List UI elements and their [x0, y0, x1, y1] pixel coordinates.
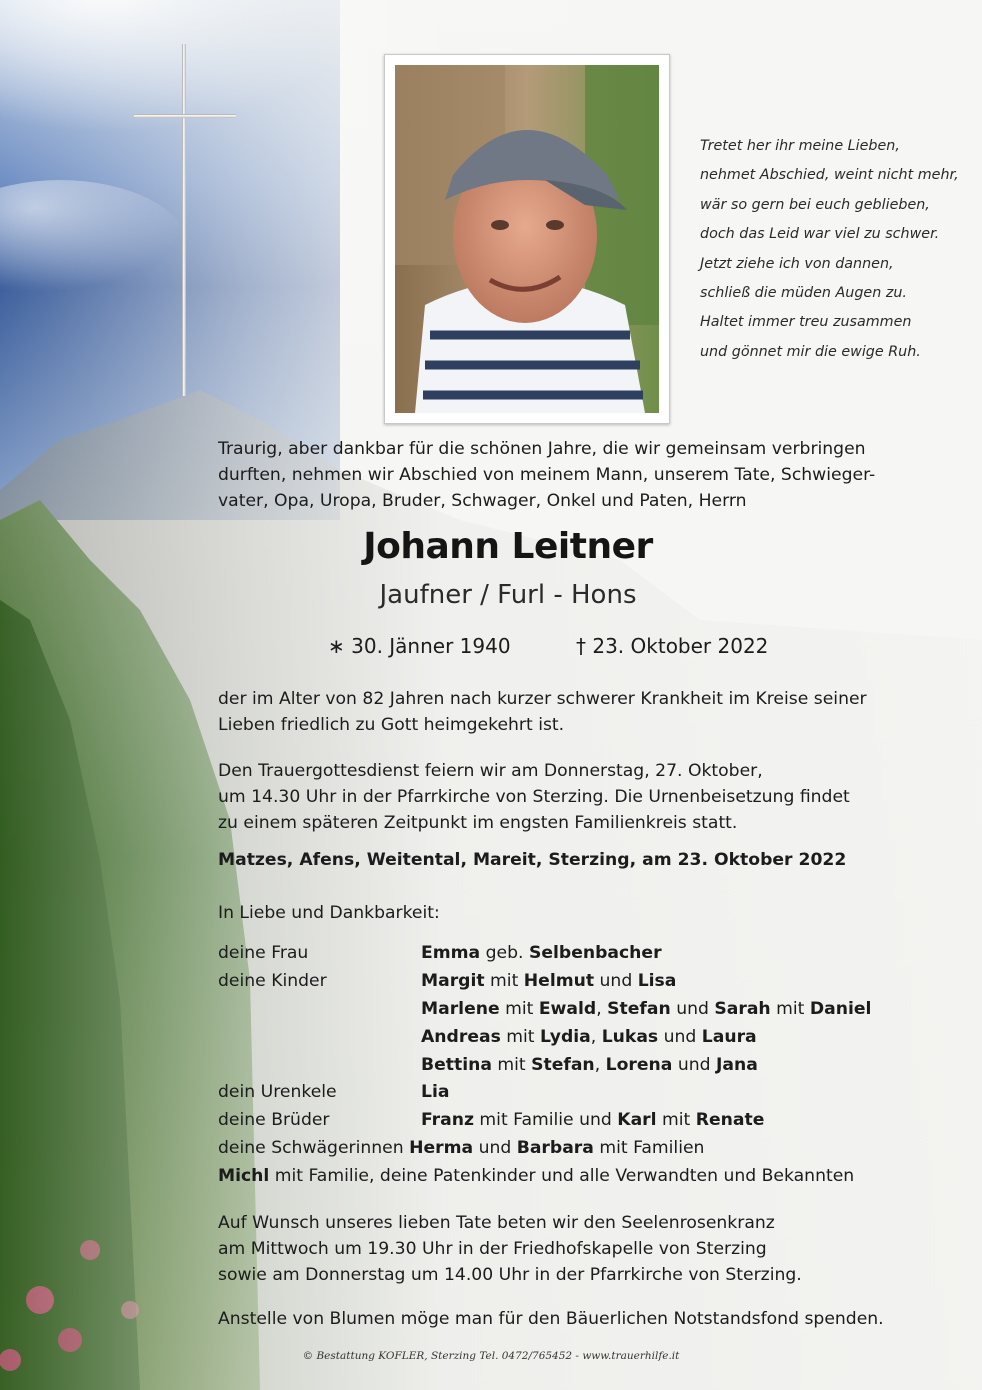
family-row — [218, 1052, 938, 1080]
family-row — [218, 968, 938, 996]
poem-line: und gönnet mir die ewige Ruh. — [700, 343, 921, 360]
passing-line: der im Alter von 82 Jahren nach kurzer schwerer Krankheit im Kreise seiner — [218, 689, 867, 709]
poem-line: schließ die müden Augen zu. — [700, 285, 907, 302]
family-member-name: Jana — [715, 1054, 758, 1075]
family-text: und — [658, 1026, 702, 1047]
poem-line: wär so gern bei euch geblieben, — [700, 196, 930, 213]
family-member-name: Franz — [421, 1110, 474, 1131]
intro-text — [218, 436, 938, 514]
family-member-name: Bettina — [421, 1054, 492, 1075]
family-member-name: Renate — [695, 1110, 765, 1131]
passing-text — [218, 686, 938, 738]
family-relation: dein Urenkele — [218, 1082, 337, 1103]
family-members — [421, 1079, 449, 1107]
rosary-line: am Mittwoch um 19.30 Uhr in der Friedhofskapelle von Sterzing — [218, 1239, 767, 1259]
family-member-name: Margit — [421, 970, 485, 991]
family-text: mit Familie, deine Patenkinder und alle Verwandten und Bekannten — [269, 1166, 855, 1187]
service-line: zu einem späteren Zeitpunkt im engsten Familienkreis statt. — [218, 813, 738, 833]
family-text: mit — [484, 970, 524, 991]
family-member-name: Karl — [617, 1110, 657, 1131]
poem-line: Tretet her ihr meine Lieben, — [700, 138, 900, 154]
family-text: mit Familien — [593, 1138, 705, 1159]
family-text: , — [590, 1026, 602, 1047]
family-list — [218, 940, 938, 1191]
family-text: , — [594, 1054, 606, 1075]
deceased-name: Johann Leitner — [363, 526, 653, 567]
family-relation: deine Brüder — [218, 1110, 330, 1131]
family-member-name: Lorena — [605, 1054, 673, 1075]
family-member-name: Selbenbacher — [528, 943, 662, 963]
passing-line: Lieben friedlich zu Gott heimgekehrt ist. — [218, 715, 565, 735]
family-relation: deine Frau — [218, 943, 309, 963]
family-members — [421, 1052, 758, 1080]
family-member-name: Lia — [421, 1082, 450, 1103]
birth-date: ∗ 30. Jänner 1940 — [328, 634, 511, 658]
family-text: geb. — [480, 943, 529, 963]
family-text: mit Familie und — [473, 1110, 618, 1131]
intro-line: Traurig, aber dankbar für die schönen Jahre, die wir gemeinsam verbringen — [218, 439, 866, 459]
poem-line: Jetzt ziehe ich von dannen, — [700, 255, 894, 272]
family-text: mit — [656, 1110, 696, 1131]
family-member-name: Marlene — [421, 998, 500, 1019]
family-text: und — [672, 1054, 716, 1075]
family-row — [218, 1079, 938, 1107]
family-members — [421, 940, 662, 968]
rosary-line: sowie am Donnerstag um 14.00 Uhr in der Pfarrkirche von Sterzing. — [218, 1265, 802, 1285]
portrait-photo-frame — [384, 54, 670, 424]
service-line: um 14.30 Uhr in der Pfarrkirche von Sterzing. Die Urnenbeisetzung findet — [218, 787, 850, 807]
family-members — [421, 968, 676, 996]
family-text: , — [596, 998, 608, 1019]
portrait-photo — [395, 65, 659, 413]
deceased-nickname: Jaufner / Furl - Hons — [379, 580, 637, 610]
service-text — [218, 758, 938, 836]
family-line — [218, 1135, 704, 1163]
family-text: mit — [499, 998, 539, 1019]
family-row — [218, 940, 938, 968]
family-relation: deine Kinder — [218, 970, 327, 991]
family-text: und — [670, 998, 715, 1019]
poem-line: nehmet Abschied, weint nicht mehr, — [700, 167, 959, 184]
poem-line: doch das Leid war viel zu schwer. — [700, 226, 940, 243]
family-member-name: Barbara — [516, 1138, 594, 1159]
death-date: † 23. Oktober 2022 — [576, 634, 769, 658]
family-member-name: Lisa — [637, 970, 677, 991]
donation-text: Anstelle von Blumen möge man für den Bäuerlichen Notstandsfond spenden. — [218, 1309, 884, 1329]
family-member-name: Stefan — [531, 1054, 595, 1075]
place-date: Matzes, Afens, Weitental, Mareit, Sterzing, am 23. Oktober 2022 — [218, 850, 847, 870]
footer-credit: © Bestattung KOFLER, Sterzing Tel. 0472/765452 - www.trauerhilfe.it — [302, 1350, 680, 1362]
family-text: mit — [500, 1026, 540, 1047]
love-line: In Liebe und Dankbarkeit: — [218, 903, 440, 923]
poem-line: Haltet immer treu zusammen — [700, 314, 912, 331]
family-row — [218, 1163, 938, 1191]
family-text: deine Schwägerinnen — [218, 1138, 410, 1159]
family-members — [421, 1107, 764, 1135]
family-text: und — [473, 1138, 517, 1159]
poem — [700, 132, 970, 367]
family-text: und — [594, 970, 638, 991]
family-line — [218, 1163, 854, 1191]
family-member-name: Lydia — [540, 1026, 591, 1047]
family-member-name: Laura — [701, 1026, 757, 1047]
family-text: mit — [770, 998, 810, 1019]
rosary-line: Auf Wunsch unseres lieben Tate beten wir den Seelenrosenkranz — [218, 1213, 775, 1233]
family-member-name: Sarah — [714, 998, 771, 1019]
family-member-name: Helmut — [523, 970, 595, 991]
rosary-text — [218, 1210, 938, 1288]
family-text: mit — [491, 1054, 532, 1075]
family-member-name: Herma — [409, 1138, 474, 1159]
family-row — [218, 996, 938, 1024]
family-member-name: Emma — [421, 943, 481, 963]
intro-line: durften, nehmen wir Abschied von meinem Mann, unserem Tate, Schwieger- — [218, 465, 876, 485]
intro-line: vater, Opa, Uropa, Bruder, Schwager, Onkel und Paten, Herrn — [218, 491, 747, 511]
family-member-name: Lukas — [601, 1026, 659, 1047]
family-member-name: Ewald — [538, 998, 597, 1019]
family-member-name: Daniel — [809, 998, 872, 1019]
family-row — [218, 1135, 938, 1163]
family-member-name: Michl — [218, 1166, 270, 1187]
family-members — [421, 1024, 757, 1052]
family-member-name: Andreas — [421, 1026, 501, 1047]
family-row — [218, 1024, 938, 1052]
family-members — [421, 996, 871, 1024]
service-line: Den Trauergottesdienst feiern wir am Donnerstag, 27. Oktober, — [218, 761, 763, 781]
family-row — [218, 1107, 938, 1135]
family-member-name: Stefan — [607, 998, 671, 1019]
